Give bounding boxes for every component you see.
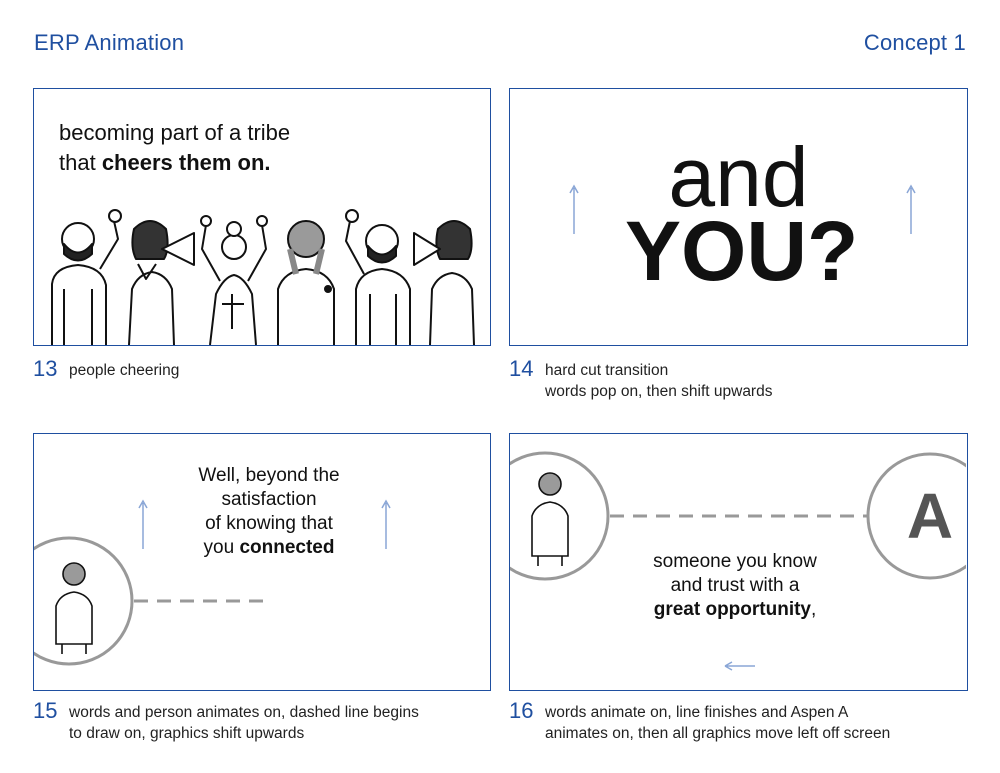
caption-13 <box>33 358 179 381</box>
caption-14-line2: words pop on, then shift upwards <box>545 383 773 400</box>
up-arrow-icon <box>905 184 917 234</box>
storyboard-frame-13 <box>33 88 491 346</box>
up-arrow-icon <box>568 184 580 234</box>
left-arrow-icon <box>725 662 755 670</box>
storyboard-frame-15 <box>33 433 491 691</box>
concept-label: Concept 1 <box>863 30 966 55</box>
frame-13-line2: that cheers them on. <box>59 150 271 175</box>
frame-15-text: Well, beyond the satisfaction of knowing that you connected <box>198 465 340 558</box>
frame-number-13: 13 <box>33 356 58 381</box>
word-you: YOU? <box>625 204 859 298</box>
caption-15 <box>33 700 419 744</box>
caption-14 <box>509 358 772 402</box>
caption-15-text: words and person animates on, dashed line begins to draw on, graphics shift upwards <box>69 704 419 742</box>
frame-16-bold: great opportunity <box>653 599 811 620</box>
caption-16 <box>509 700 890 744</box>
caption-14-text <box>545 360 772 402</box>
frame-number-16: 16 <box>509 698 534 723</box>
cheering-people-illustration <box>34 89 490 345</box>
frame-16-text: someone you know and trust with a great opportunity, <box>653 551 817 620</box>
caption-14-line1: hard cut transition <box>545 362 669 379</box>
frame-number-15: 15 <box>33 698 58 723</box>
frame-number-14: 14 <box>509 356 534 381</box>
frame-15-bold: connected <box>239 537 335 558</box>
person-circle-illustration <box>34 434 490 690</box>
storyboard-frame-14 <box>509 88 968 346</box>
frame-13-line1: becoming part of a tribe <box>59 120 291 145</box>
aspen-a-logo: A <box>906 480 954 552</box>
caption-16-text: words animate on, line finishes and Aspen A animates on, then all graphics move left off screen <box>545 704 891 742</box>
word-and: and <box>668 130 809 224</box>
storyboard-frame-16 <box>509 433 968 691</box>
caption-13-text: people cheering <box>69 362 180 379</box>
project-title: ERP Animation <box>34 30 185 55</box>
frame-13-bold: cheers them on. <box>101 150 271 175</box>
